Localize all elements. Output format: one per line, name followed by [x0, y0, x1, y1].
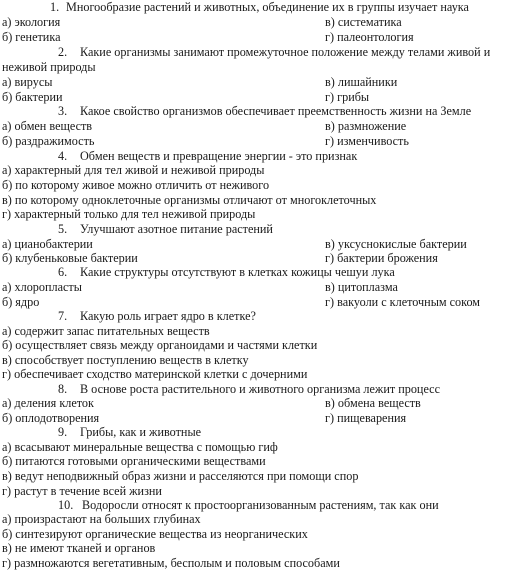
question-2-text-continued: неживой природы [2, 60, 96, 74]
answer-8a: а) деления клеток [2, 396, 94, 410]
answer-9g: г) растут в течение всей жизни [2, 484, 162, 498]
answer-2b: б) бактерии [2, 90, 63, 104]
answer-2g: г) грибы [325, 90, 370, 104]
question-10-text: Водоросли относят к простоорганизованным растениям, так как они [82, 498, 439, 512]
answer-4b: б) по которому живое можно отличить от неживого [2, 178, 270, 192]
answer-5a: а) цианобактерии [2, 237, 93, 251]
question-4-number: 4. [58, 149, 68, 163]
question-2-text: Какие организмы занимают промежуточное положение между телами живой и [80, 45, 491, 59]
answer-6b: б) ядро [2, 295, 40, 309]
answer-7v: в) способствует поступлению веществ в клетку [2, 353, 249, 367]
answer-10v: в) не имеют тканей и органов [2, 541, 156, 555]
question-1-number: 1. [50, 0, 60, 14]
answer-5b: б) клубеньковые бактерии [2, 251, 138, 265]
question-6-text: Какие структуры отсутствуют в клетках кожицы чешуи лука [80, 265, 395, 279]
answer-8b: б) оплодотворения [2, 411, 100, 425]
question-8-text: В основе роста растительного и животного организма лежит процесс [80, 382, 440, 396]
answer-3g: г) изменчивость [325, 134, 409, 148]
answer-8v: в) обмена веществ [325, 396, 421, 410]
answer-6v: в) цитоплазма [325, 280, 398, 294]
question-2-number: 2. [58, 45, 68, 59]
answer-8g: г) пищеварения [325, 411, 407, 425]
answer-4g: г) характерный только для тел неживой природы [2, 207, 256, 221]
answer-2v: в) лишайники [325, 75, 398, 89]
answer-3v: в) размножение [325, 119, 407, 133]
question-1-text: Многообразие растений и животных, объединение их в группы изучает наука [66, 0, 469, 14]
answer-3b: б) раздражимость [2, 134, 95, 148]
question-8-number: 8. [58, 382, 68, 396]
answer-7a: а) содержит запас питательных веществ [2, 324, 210, 338]
answer-9v: в) ведут неподвижный образ жизни и расселяются при помощи спор [2, 469, 359, 483]
question-6-number: 6. [58, 265, 68, 279]
answer-1a: а) экология [2, 15, 61, 29]
question-3-number: 3. [58, 104, 68, 118]
question-7-number: 7. [58, 309, 68, 323]
answer-5v: в) уксуснокислые бактерии [325, 237, 467, 251]
answer-10b: б) синтезируют органические вещества из неорганических [2, 527, 308, 541]
question-3-text: Какое свойство организмов обеспечивает преемственность жизни на Земле [80, 104, 472, 118]
answer-6a: а) хлоропласты [2, 280, 82, 294]
answer-3a: а) обмен веществ [2, 119, 93, 133]
question-9-text: Грибы, как и животные [80, 425, 202, 439]
answer-1g: г) палеонтология [325, 30, 414, 44]
answer-9a: а) всасывают минеральные вещества с помощью гиф [2, 440, 278, 454]
answer-5g: г) бактерии брожения [325, 251, 438, 265]
question-5-text: Улучшают азотное питание растений [80, 222, 273, 236]
question-9-number: 9. [58, 425, 68, 439]
answer-9b: б) питаются готовыми органическими веществами [2, 454, 266, 468]
answer-7g: г) обеспечивает сходство материнской клетки с дочерними [2, 367, 308, 381]
answer-6g: г) вакуоли с клеточным соком [325, 295, 481, 309]
answer-4v: в) по которому одноклеточные организмы отличают от многоклеточных [2, 193, 377, 207]
answer-4a: а) характерный для тел живой и неживой природы [2, 163, 265, 177]
answer-10g: г) размножаются вегетативным, бесполым и половым способами [2, 556, 340, 570]
question-7-text: Какую роль играет ядро в клетке? [80, 309, 256, 323]
question-4-text: Обмен веществ и превращение энергии - это признак [80, 149, 358, 163]
answer-2a: а) вирусы [2, 75, 53, 89]
answer-1b: б) генетика [2, 30, 61, 44]
answer-1v: в) систематика [325, 15, 402, 29]
question-5-number: 5. [58, 222, 68, 236]
answer-7b: б) осуществляет связь между органоидами и частями клетки [2, 338, 318, 352]
answer-10a: а) произрастают на больших глубинах [2, 512, 201, 526]
question-10-number: 10. [58, 498, 74, 512]
